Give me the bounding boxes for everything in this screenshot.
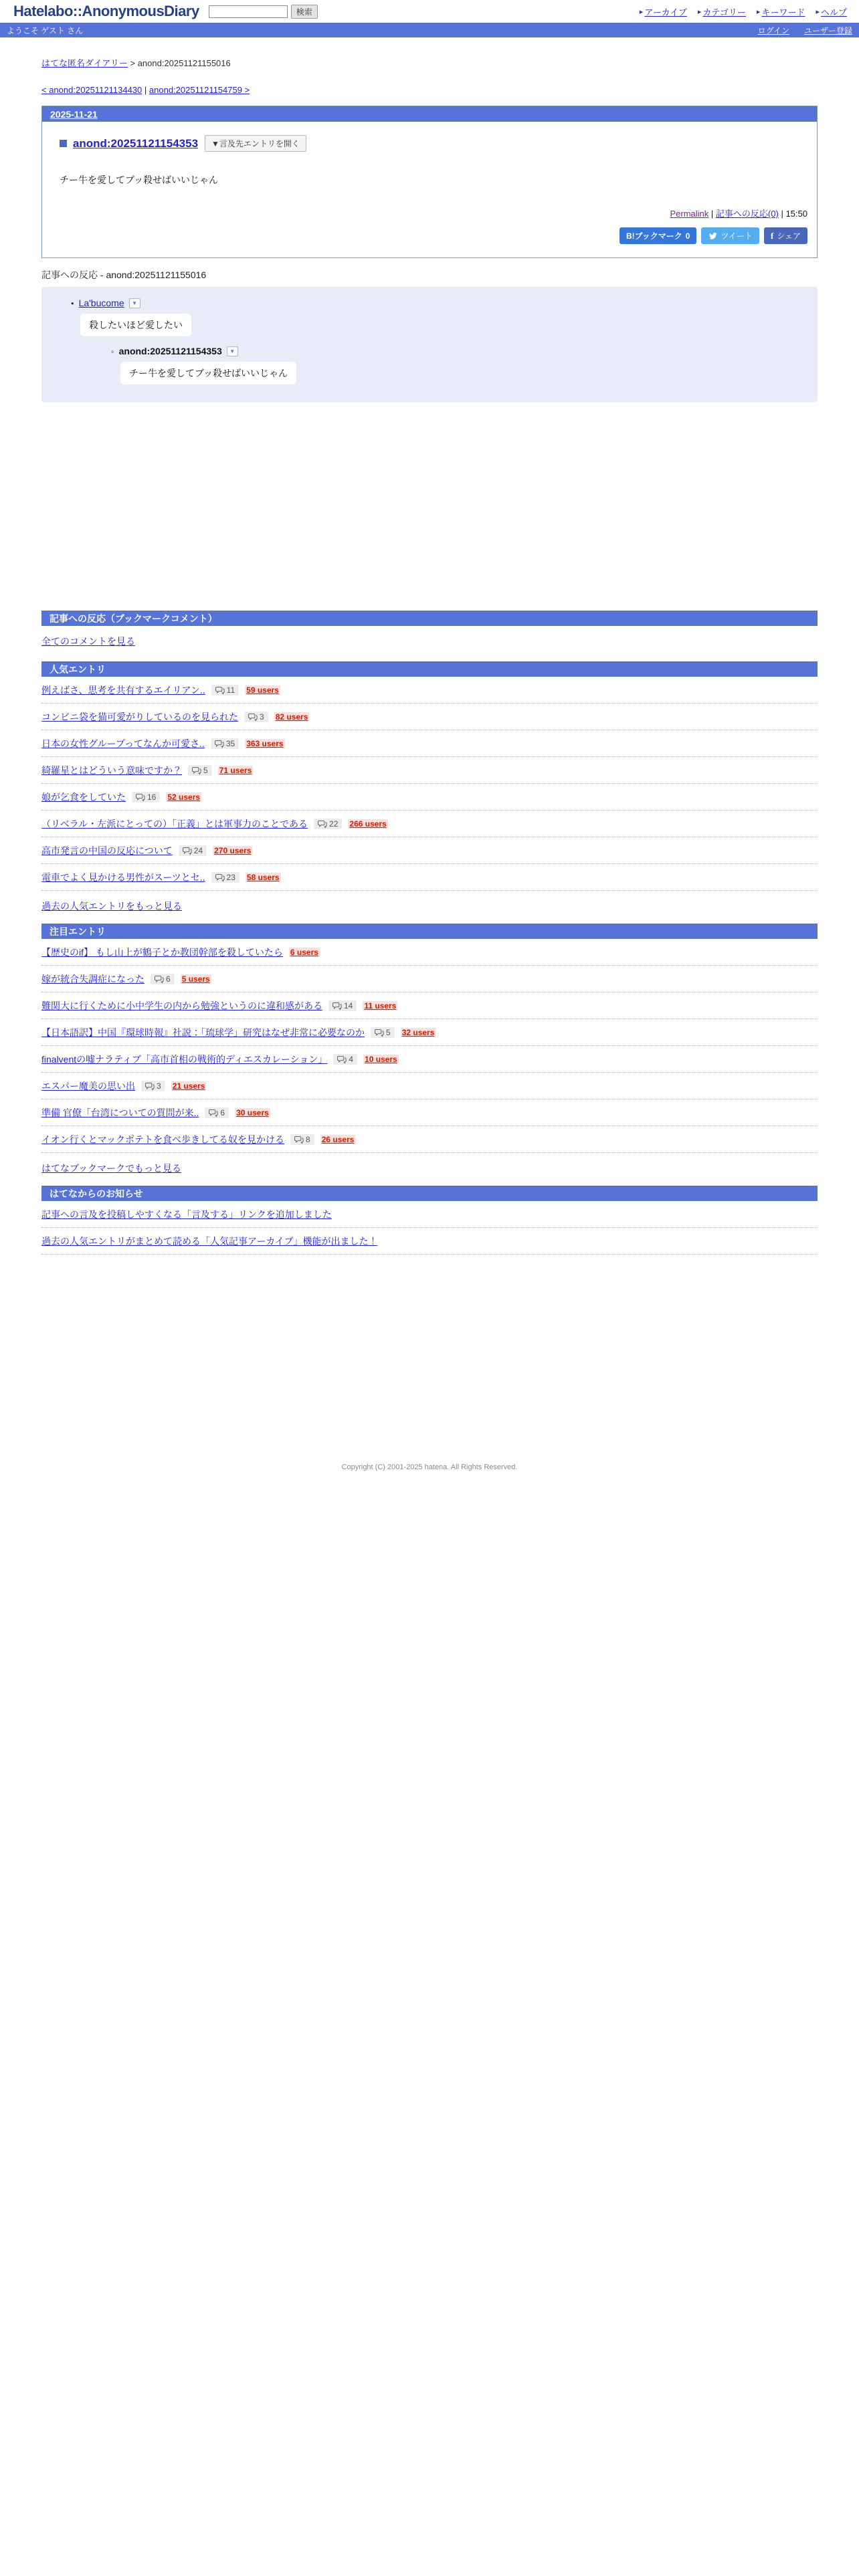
comment-count: 5 bbox=[203, 766, 208, 775]
comment-count: 4 bbox=[349, 1055, 354, 1064]
entry-link[interactable]: 【歴史のif】 もし山上が鶴子とか教団幹部を殺していたら bbox=[41, 947, 283, 958]
speech-bubble-icon bbox=[294, 1136, 304, 1144]
speech-bubble-icon bbox=[215, 686, 225, 695]
news-list bbox=[41, 1201, 818, 1255]
speech-bubble-icon bbox=[155, 975, 164, 984]
hatena-bookmark-button[interactable] bbox=[619, 227, 697, 244]
comment-count-badge[interactable] bbox=[141, 1081, 165, 1091]
entry-link[interactable]: （リベラル・左派にとっての）「正義」とは軍事力のことである bbox=[41, 819, 308, 829]
entry-row bbox=[41, 811, 818, 837]
users-count-link[interactable]: 58 users bbox=[246, 873, 280, 882]
comment-count: 11 bbox=[226, 685, 235, 695]
users-count-link[interactable]: 5 users bbox=[181, 974, 210, 984]
triangle-right-icon: ▸ bbox=[639, 7, 644, 16]
circle-bullet-icon: ◦ bbox=[111, 346, 114, 356]
users-count-link[interactable]: 6 users bbox=[290, 948, 318, 957]
comment-count: 6 bbox=[166, 974, 171, 984]
comment-count: 23 bbox=[226, 873, 235, 882]
speech-bubble-icon bbox=[145, 1082, 155, 1091]
more-popular-link[interactable]: 過去の人気エントリをもっと見る bbox=[41, 901, 182, 911]
comment-count: 5 bbox=[386, 1028, 391, 1037]
search-form bbox=[209, 5, 318, 19]
open-referenced-entry-button[interactable]: ▼言及先エントリを開く bbox=[205, 135, 306, 152]
date-link[interactable]: 2025-11-21 bbox=[50, 108, 98, 120]
meta-separator: | bbox=[781, 209, 783, 219]
login-link[interactable]: ログイン bbox=[757, 25, 789, 35]
speech-bubble-icon bbox=[192, 766, 201, 775]
entry-link[interactable]: コンビニ袋を猫可愛がりしているのを見られた bbox=[41, 712, 238, 722]
entry-row bbox=[41, 939, 818, 966]
entry-row bbox=[41, 966, 818, 992]
register-link[interactable]: ユーザー登録 bbox=[803, 25, 852, 35]
all-comments-link[interactable]: 全てのコメントを見る bbox=[41, 636, 135, 647]
entry-link[interactable]: 【日本語訳】中国『環球時報』社説：「琉球学」研究はなぜ非常に必要なのか bbox=[41, 1027, 365, 1038]
top-nav bbox=[640, 5, 847, 18]
users-count-link[interactable]: 30 users bbox=[236, 1108, 269, 1117]
comment-count-badge[interactable] bbox=[188, 765, 212, 776]
entry-row bbox=[41, 1228, 818, 1255]
comment-count-badge[interactable] bbox=[333, 1054, 357, 1065]
speech-bubble-icon bbox=[337, 1055, 347, 1064]
entry-link[interactable]: イオン行くとマックポテトを食べ歩きしてる奴を見かける bbox=[41, 1134, 285, 1145]
welcome-bar bbox=[0, 23, 859, 37]
comment-count-badge[interactable] bbox=[244, 712, 268, 722]
entry-link[interactable]: 過去の人気エントリがまとめて読める「人気記事アーカイブ」機能が出ました！ bbox=[41, 1236, 378, 1247]
tree-child-title: anond:20251121154353 bbox=[118, 346, 222, 356]
section-bar-popular: 人気エントリ bbox=[41, 661, 818, 677]
entry-link[interactable]: 準備 官僚「台湾についての質問が来.. bbox=[41, 1107, 199, 1118]
reaction-tree-box bbox=[41, 287, 818, 402]
tree-item-root bbox=[71, 298, 807, 385]
tree-root-title-link[interactable]: La'bucome bbox=[78, 298, 124, 308]
search-button[interactable]: 検索 bbox=[291, 5, 318, 19]
facebook-f-icon: f bbox=[770, 230, 774, 241]
nav-link-help[interactable]: ヘルプ bbox=[820, 7, 847, 17]
users-count-link[interactable]: 11 users bbox=[364, 1001, 397, 1010]
entry-row bbox=[41, 864, 818, 891]
comment-count-badge[interactable] bbox=[179, 845, 207, 856]
entry-link[interactable]: 記事への言及を投稿しやすくなる「言及する」リンクを追加しました bbox=[41, 1209, 332, 1220]
breadcrumb-current: anond:20251121155016 bbox=[137, 58, 231, 68]
comment-count: 16 bbox=[147, 792, 157, 802]
comment-count-badge[interactable] bbox=[211, 685, 239, 695]
more-featured-link[interactable]: はてなブックマークでもっと見る bbox=[41, 1163, 182, 1174]
section-bar-bookmark-comments: 記事への反応（ブックマークコメント） bbox=[41, 611, 818, 626]
users-count-link[interactable]: 21 users bbox=[172, 1081, 205, 1091]
speech-bubble-icon bbox=[332, 1002, 342, 1010]
share-label: シェア bbox=[777, 231, 801, 241]
top-header bbox=[0, 0, 859, 23]
triangle-right-icon: ▸ bbox=[756, 7, 761, 16]
nav-link-category[interactable]: カテゴリー bbox=[702, 7, 746, 17]
triangle-right-icon: ▸ bbox=[697, 7, 702, 16]
users-count-link[interactable]: 52 users bbox=[167, 792, 201, 802]
post-time: 15:50 bbox=[785, 209, 807, 219]
users-count-link[interactable]: 32 users bbox=[401, 1028, 435, 1037]
comment-count: 3 bbox=[260, 712, 264, 722]
speech-bubble-icon bbox=[248, 713, 258, 722]
speech-bubble-icon bbox=[215, 873, 225, 882]
comment-count-badge[interactable] bbox=[205, 1107, 229, 1118]
users-count-link[interactable]: 363 users bbox=[246, 739, 284, 748]
comment-count-badge[interactable] bbox=[211, 738, 239, 749]
users-count-link[interactable]: 82 users bbox=[275, 712, 308, 722]
breadcrumb-home-link[interactable]: はてな匿名ダイアリー bbox=[41, 58, 128, 68]
comment-count: 8 bbox=[306, 1135, 310, 1144]
comment-count-badge[interactable] bbox=[328, 1000, 357, 1011]
hatena-bookmark-label: B!ブックマーク bbox=[626, 231, 682, 241]
tree-item-child bbox=[111, 346, 807, 385]
article-box bbox=[41, 106, 818, 258]
nav-link-archive[interactable]: アーカイブ bbox=[644, 7, 687, 17]
comment-count: 22 bbox=[329, 819, 339, 829]
entry-link[interactable]: 難関大に行くために小中学生の内から勉強というのに違和感がある bbox=[41, 1000, 322, 1011]
comment-count-badge[interactable] bbox=[132, 792, 160, 802]
entry-link[interactable]: 嫁が統合失調症になった bbox=[41, 974, 145, 984]
comment-count: 6 bbox=[220, 1108, 225, 1117]
nav-item-keyword[interactable] bbox=[757, 5, 805, 18]
featured-entries-list bbox=[41, 939, 818, 1153]
entry-row bbox=[41, 704, 818, 730]
comment-count: 24 bbox=[193, 846, 203, 855]
entry-row bbox=[41, 1126, 818, 1153]
article-meta-row bbox=[42, 187, 817, 219]
next-entry-link[interactable]: anond:20251121154759 > bbox=[149, 85, 250, 95]
entry-link[interactable]: 娘が乞食をしていた bbox=[41, 792, 126, 802]
comment-count: 14 bbox=[344, 1001, 353, 1010]
twitter-bird-icon bbox=[708, 232, 717, 240]
popular-entries-list bbox=[41, 677, 818, 891]
comment-count-badge[interactable] bbox=[151, 974, 175, 984]
search-input[interactable] bbox=[209, 5, 288, 18]
entry-link[interactable]: finalventの嘘ナラティブ「高市首相の戦術的ディエスカレーション」 bbox=[41, 1054, 328, 1065]
pager-separator: | bbox=[144, 85, 147, 95]
users-count-link[interactable]: 59 users bbox=[246, 685, 279, 695]
site-logo[interactable]: Hatelabo::AnonymousDiary bbox=[13, 3, 199, 19]
tree-root-comment: 殺したいほど愛したい bbox=[80, 314, 191, 336]
prev-entry-link[interactable]: < anond:20251121134430 bbox=[41, 85, 142, 95]
comment-count-badge[interactable] bbox=[290, 1134, 314, 1145]
article-reactions-link[interactable]: 記事への反応(0) bbox=[715, 209, 779, 219]
nav-item-category[interactable] bbox=[698, 5, 746, 18]
entry-row bbox=[41, 730, 818, 757]
entry-row bbox=[41, 1099, 818, 1126]
entry-row bbox=[41, 757, 818, 784]
users-count-link[interactable]: 26 users bbox=[321, 1135, 355, 1144]
square-bullet-icon bbox=[60, 140, 67, 147]
nav-item-help[interactable] bbox=[816, 5, 847, 18]
entry-link[interactable]: 電車でよく見かける男性がスーツとセ.. bbox=[41, 872, 205, 883]
section-bar-featured: 注目エントリ bbox=[41, 924, 818, 939]
date-bar bbox=[42, 106, 817, 122]
comment-count: 35 bbox=[225, 739, 235, 748]
entry-link[interactable]: 例えばさ、思考を共有するエイリアン.. bbox=[41, 685, 205, 695]
speech-bubble-icon bbox=[375, 1029, 384, 1037]
speech-bubble-icon bbox=[318, 820, 327, 829]
entry-link[interactable]: 日本の女性グループってなんか可愛さ.. bbox=[41, 738, 205, 749]
article-title-link[interactable]: anond:20251121154353 bbox=[72, 136, 199, 150]
entry-link[interactable]: エスパー魔美の思い出 bbox=[41, 1081, 135, 1091]
entry-row bbox=[41, 1073, 818, 1099]
nav-item-archive[interactable] bbox=[640, 5, 687, 18]
entry-row bbox=[41, 1046, 818, 1073]
section-bar-news: はてなからのお知らせ bbox=[41, 1186, 818, 1201]
entry-row bbox=[41, 837, 818, 864]
breadcrumb bbox=[41, 56, 818, 69]
users-count-link[interactable]: 10 users bbox=[365, 1055, 397, 1064]
tweet-button[interactable] bbox=[701, 227, 759, 244]
entry-row bbox=[41, 992, 818, 1019]
permalink-link[interactable]: Permalink bbox=[670, 209, 709, 219]
breadcrumb-separator: > bbox=[130, 58, 136, 68]
entry-link[interactable]: 綺羅星とはどういう意味ですか？ bbox=[41, 765, 182, 776]
nav-link-keyword[interactable]: キーワード bbox=[761, 7, 805, 17]
article-body-text: チー牛を愛してブッ殺せばいいじゃん bbox=[60, 175, 219, 185]
speech-bubble-icon bbox=[136, 793, 145, 802]
tree-child-comment: チー牛を愛してブッ殺せばいいじゃん bbox=[120, 362, 296, 385]
hatena-bookmark-count: 0 bbox=[685, 231, 690, 241]
entry-row bbox=[41, 1019, 818, 1046]
entry-row bbox=[41, 784, 818, 811]
comment-count-badge[interactable] bbox=[371, 1027, 395, 1038]
facebook-share-button[interactable] bbox=[764, 227, 807, 244]
tree-dropdown-button[interactable]: ▼ bbox=[129, 298, 140, 308]
users-count-link[interactable]: 71 users bbox=[219, 766, 252, 775]
triangle-right-icon: ▸ bbox=[816, 7, 820, 16]
disc-bullet-icon: • bbox=[71, 298, 74, 308]
reaction-tree-heading: 記事への反応 - anond:20251121155016 bbox=[41, 270, 207, 280]
tree-dropdown-button[interactable]: ▼ bbox=[227, 346, 238, 356]
speech-bubble-icon bbox=[209, 1109, 218, 1117]
speech-bubble-icon bbox=[183, 847, 192, 855]
share-buttons-row bbox=[42, 219, 817, 257]
meta-separator: | bbox=[710, 209, 714, 219]
comment-count-badge[interactable] bbox=[314, 819, 342, 829]
tweet-label: ツイート bbox=[721, 231, 753, 241]
entry-row bbox=[41, 677, 818, 704]
entry-row bbox=[41, 1201, 818, 1228]
comment-count-badge[interactable] bbox=[211, 872, 240, 883]
speech-bubble-icon bbox=[215, 740, 224, 748]
welcome-text: ようこそ ゲスト さん bbox=[7, 25, 84, 35]
users-count-link[interactable]: 266 users bbox=[349, 819, 387, 829]
comment-count: 3 bbox=[157, 1081, 161, 1091]
entry-pager bbox=[41, 85, 818, 95]
entry-link[interactable]: 高市発言の中国の反応について bbox=[41, 845, 173, 856]
footer-copyright: Copyright (C) 2001-2025 hatena. All Rights Reserved. bbox=[341, 1463, 518, 1471]
users-count-link[interactable]: 270 users bbox=[214, 846, 252, 855]
